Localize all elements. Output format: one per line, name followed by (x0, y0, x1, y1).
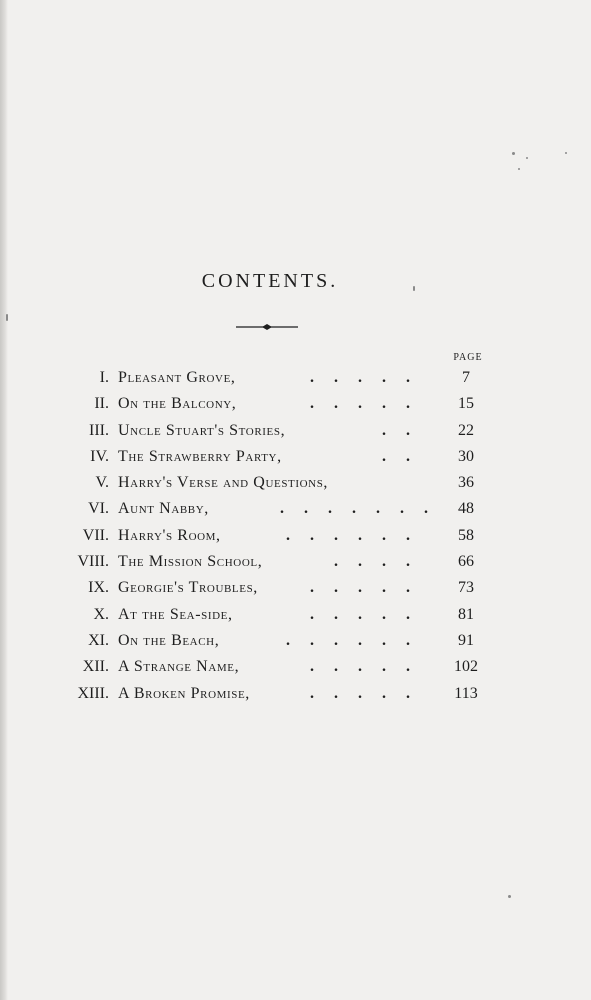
toc-entry (0, 681, 591, 707)
table-of-contents (0, 365, 591, 707)
page-number: 48 (458, 500, 474, 518)
leader-dots: .... (334, 553, 430, 571)
leader-dots: ...... (286, 526, 430, 544)
print-speck (526, 157, 528, 159)
chapter-numeral: X. (93, 605, 109, 623)
chapter-numeral: VII. (82, 526, 109, 544)
toc-entry (0, 523, 591, 549)
chapter-numeral: XI. (88, 631, 109, 649)
leader-dots: ..... (310, 369, 430, 386)
chapter-title: On the Balcony, (118, 395, 237, 413)
page-number: 36 (458, 474, 474, 492)
toc-entry (0, 575, 591, 601)
ornament-rule (236, 322, 298, 332)
chapter-numeral: V. (95, 474, 109, 492)
chapter-title: Harry's Room, (118, 526, 221, 544)
chapter-title: A Broken Promise, (118, 684, 250, 702)
leader-dots: ..... (310, 605, 430, 623)
leader-dots: ..... (310, 395, 430, 413)
toc-entry (0, 602, 591, 628)
page-number: 73 (458, 579, 474, 597)
chapter-title: At the Sea-side, (118, 605, 233, 623)
chapter-title: The Mission School, (118, 553, 263, 571)
leader-dots: ..... (310, 684, 430, 702)
chapter-title: The Strawberry Party, (118, 447, 282, 465)
page-number: 113 (454, 684, 478, 702)
page-column-label: PAGE (453, 352, 483, 363)
page-number: 58 (458, 526, 474, 544)
toc-entry (0, 654, 591, 680)
toc-entry (0, 391, 591, 417)
chapter-numeral: II. (94, 395, 109, 413)
page-number: 22 (458, 421, 474, 439)
print-speck (565, 152, 567, 154)
chapter-title: Aunt Nabby, (118, 500, 209, 518)
leader-dots: ....... (280, 500, 448, 518)
leader-dots: ..... (310, 579, 430, 597)
print-speck (512, 152, 515, 155)
toc-entry (0, 496, 591, 522)
chapter-numeral: VI. (88, 500, 109, 518)
page-number: 66 (458, 553, 474, 571)
print-speck (508, 895, 511, 898)
page-number: 91 (458, 631, 474, 649)
toc-entry (0, 444, 591, 470)
page-number: 30 (458, 447, 474, 465)
chapter-title: A Strange Name, (118, 658, 240, 676)
leader-dots: ...... (286, 631, 430, 649)
print-speck (518, 168, 520, 170)
toc-entry (0, 549, 591, 575)
toc-entry (0, 418, 591, 444)
chapter-numeral: IX. (88, 579, 109, 597)
chapter-title: Uncle Stuart's Stories, (118, 421, 286, 439)
chapter-numeral: VIII. (77, 553, 109, 571)
page-number: 102 (454, 658, 478, 676)
chapter-numeral: I. (99, 369, 109, 386)
page-number: 15 (458, 395, 474, 413)
toc-entry (0, 628, 591, 654)
print-speck (6, 314, 8, 321)
chapter-title: Pleasant Grove, (118, 369, 236, 386)
chapter-numeral: III. (89, 421, 109, 439)
toc-entry (0, 365, 591, 391)
chapter-title: Georgie's Troubles, (118, 579, 258, 597)
page-number: 7 (462, 369, 470, 386)
leader-dots: ..... (310, 658, 430, 676)
page-number: 81 (458, 605, 474, 623)
contents-heading: CONTENTS. (201, 270, 339, 292)
chapter-title: On the Beach, (118, 631, 220, 649)
chapter-numeral: XIII. (77, 684, 109, 702)
chapter-numeral: XII. (82, 658, 109, 676)
chapter-numeral: IV. (90, 447, 109, 465)
toc-entry (0, 470, 591, 496)
leader-dots: .. (382, 447, 430, 465)
chapter-title: Harry's Verse and Questions, (118, 474, 329, 492)
leader-dots: .. (382, 421, 430, 439)
